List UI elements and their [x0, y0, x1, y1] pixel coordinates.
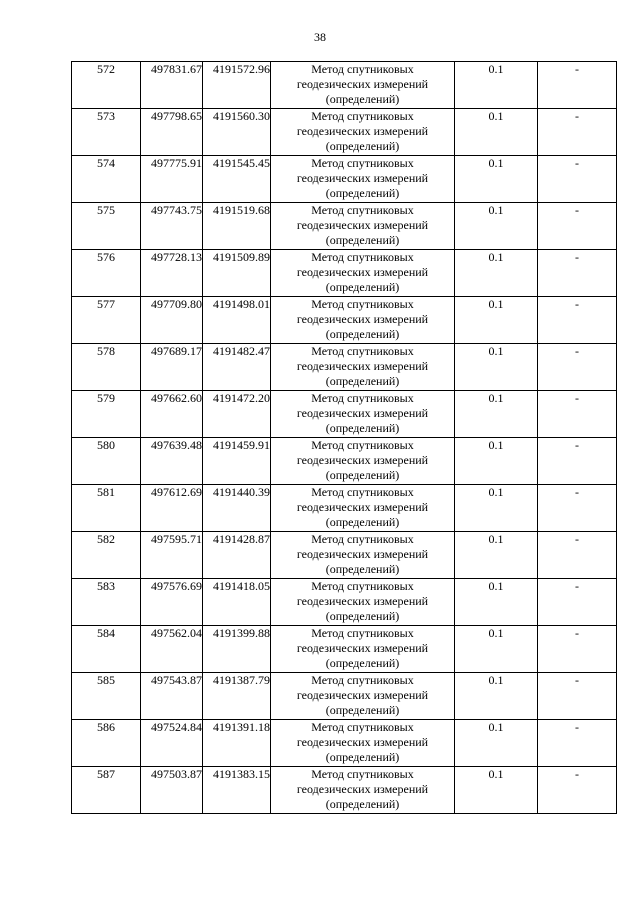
x-coordinate-cell: 497562.04	[141, 626, 203, 673]
method-line: (определений)	[325, 374, 400, 388]
x-coordinate-cell: 497689.17	[141, 344, 203, 391]
description-cell: -	[538, 438, 617, 485]
x-coordinate-cell: 497576.69	[141, 579, 203, 626]
description-cell: -	[538, 767, 617, 814]
description-cell: -	[538, 579, 617, 626]
point-number-cell: 577	[72, 297, 141, 344]
accuracy-cell: 0.1	[455, 485, 538, 532]
accuracy-cell: 0.1	[455, 720, 538, 767]
point-number-cell: 584	[72, 626, 141, 673]
method-line: (определений)	[325, 750, 400, 764]
y-coordinate-cell: 4191383.15	[203, 767, 271, 814]
method-line: геодезических измерений	[296, 782, 429, 796]
method-line: Метод спутниковых	[311, 203, 414, 217]
x-coordinate-cell: 497831.67	[141, 62, 203, 109]
method-line: Метод спутниковых	[311, 156, 414, 170]
method-line: (определений)	[325, 562, 400, 576]
description-cell: -	[538, 485, 617, 532]
method-line: геодезических измерений	[296, 688, 429, 702]
method-line: геодезических измерений	[296, 77, 429, 91]
point-number-cell: 578	[72, 344, 141, 391]
point-number-cell: 585	[72, 673, 141, 720]
coordinates-table	[71, 61, 617, 814]
table-row	[72, 391, 617, 438]
method-cell	[271, 156, 455, 203]
point-number-cell: 582	[72, 532, 141, 579]
accuracy-cell: 0.1	[455, 532, 538, 579]
method-line: (определений)	[325, 139, 400, 153]
accuracy-cell: 0.1	[455, 156, 538, 203]
method-cell	[271, 767, 455, 814]
table-row	[72, 626, 617, 673]
point-number-cell: 579	[72, 391, 141, 438]
x-coordinate-cell: 497595.71	[141, 532, 203, 579]
description-cell: -	[538, 250, 617, 297]
accuracy-cell: 0.1	[455, 344, 538, 391]
method-line: Метод спутниковых	[311, 532, 414, 546]
method-line: геодезических измерений	[296, 735, 429, 749]
method-cell	[271, 532, 455, 579]
y-coordinate-cell: 4191560.30	[203, 109, 271, 156]
method-line: Метод спутниковых	[311, 62, 414, 76]
method-line: (определений)	[325, 327, 400, 341]
description-cell: -	[538, 109, 617, 156]
method-line: геодезических измерений	[296, 406, 429, 420]
x-coordinate-cell: 497775.91	[141, 156, 203, 203]
method-cell	[271, 579, 455, 626]
accuracy-cell: 0.1	[455, 626, 538, 673]
x-coordinate-cell: 497543.87	[141, 673, 203, 720]
method-cell	[271, 673, 455, 720]
method-line: геодезических измерений	[296, 312, 429, 326]
method-line: (определений)	[325, 233, 400, 247]
method-cell	[271, 626, 455, 673]
x-coordinate-cell: 497662.60	[141, 391, 203, 438]
description-cell: -	[538, 344, 617, 391]
table-row	[72, 438, 617, 485]
method-line: геодезических измерений	[296, 171, 429, 185]
method-line: Метод спутниковых	[311, 438, 414, 452]
point-number-cell: 573	[72, 109, 141, 156]
accuracy-cell: 0.1	[455, 297, 538, 344]
y-coordinate-cell: 4191519.68	[203, 203, 271, 250]
method-line: (определений)	[325, 703, 400, 717]
method-line: геодезических измерений	[296, 218, 429, 232]
table-row	[72, 297, 617, 344]
table-row	[72, 720, 617, 767]
x-coordinate-cell: 497798.65	[141, 109, 203, 156]
y-coordinate-cell: 4191391.18	[203, 720, 271, 767]
method-line: геодезических измерений	[296, 547, 429, 561]
accuracy-cell: 0.1	[455, 767, 538, 814]
point-number-cell: 576	[72, 250, 141, 297]
method-cell	[271, 438, 455, 485]
table-row	[72, 532, 617, 579]
table-row	[72, 767, 617, 814]
method-cell	[271, 485, 455, 532]
method-cell	[271, 720, 455, 767]
method-line: Метод спутниковых	[311, 720, 414, 734]
method-line: геодезических измерений	[296, 124, 429, 138]
x-coordinate-cell: 497524.84	[141, 720, 203, 767]
x-coordinate-cell: 497743.75	[141, 203, 203, 250]
method-line: геодезических измерений	[296, 641, 429, 655]
method-line: Метод спутниковых	[311, 626, 414, 640]
accuracy-cell: 0.1	[455, 109, 538, 156]
method-cell	[271, 62, 455, 109]
method-line: геодезических измерений	[296, 500, 429, 514]
x-coordinate-cell: 497728.13	[141, 250, 203, 297]
method-line: Метод спутниковых	[311, 391, 414, 405]
method-line: (определений)	[325, 92, 400, 106]
point-number-cell: 580	[72, 438, 141, 485]
accuracy-cell: 0.1	[455, 673, 538, 720]
y-coordinate-cell: 4191440.39	[203, 485, 271, 532]
method-line: Метод спутниковых	[311, 485, 414, 499]
x-coordinate-cell: 497709.80	[141, 297, 203, 344]
y-coordinate-cell: 4191418.05	[203, 579, 271, 626]
y-coordinate-cell: 4191545.45	[203, 156, 271, 203]
method-line: Метод спутниковых	[311, 673, 414, 687]
table-row	[72, 62, 617, 109]
y-coordinate-cell: 4191482.47	[203, 344, 271, 391]
method-line: (определений)	[325, 656, 400, 670]
table-row	[72, 250, 617, 297]
point-number-cell: 581	[72, 485, 141, 532]
method-cell	[271, 203, 455, 250]
method-line: Метод спутниковых	[311, 297, 414, 311]
table-row	[72, 203, 617, 250]
point-number-cell: 572	[72, 62, 141, 109]
description-cell: -	[538, 156, 617, 203]
method-line: (определений)	[325, 280, 400, 294]
accuracy-cell: 0.1	[455, 203, 538, 250]
method-line: Метод спутниковых	[311, 579, 414, 593]
point-number-cell: 587	[72, 767, 141, 814]
table-row	[72, 673, 617, 720]
method-cell	[271, 109, 455, 156]
y-coordinate-cell: 4191399.88	[203, 626, 271, 673]
table-row	[72, 579, 617, 626]
description-cell: -	[538, 673, 617, 720]
accuracy-cell: 0.1	[455, 579, 538, 626]
method-cell	[271, 344, 455, 391]
description-cell: -	[538, 62, 617, 109]
method-line: Метод спутниковых	[311, 109, 414, 123]
method-line: Метод спутниковых	[311, 767, 414, 781]
table-row	[72, 156, 617, 203]
point-number-cell: 575	[72, 203, 141, 250]
point-number-cell: 583	[72, 579, 141, 626]
method-cell	[271, 297, 455, 344]
y-coordinate-cell: 4191428.87	[203, 532, 271, 579]
accuracy-cell: 0.1	[455, 250, 538, 297]
method-line: геодезических измерений	[296, 359, 429, 373]
point-number-cell: 586	[72, 720, 141, 767]
description-cell: -	[538, 532, 617, 579]
accuracy-cell: 0.1	[455, 62, 538, 109]
method-line: Метод спутниковых	[311, 250, 414, 264]
description-cell: -	[538, 391, 617, 438]
description-cell: -	[538, 203, 617, 250]
y-coordinate-cell: 4191472.20	[203, 391, 271, 438]
y-coordinate-cell: 4191498.01	[203, 297, 271, 344]
page-number: 38	[314, 30, 326, 44]
description-cell: -	[538, 626, 617, 673]
method-line: (определений)	[325, 421, 400, 435]
x-coordinate-cell: 497639.48	[141, 438, 203, 485]
accuracy-cell: 0.1	[455, 438, 538, 485]
table-row	[72, 109, 617, 156]
method-line: Метод спутниковых	[311, 344, 414, 358]
description-cell: -	[538, 297, 617, 344]
method-line: геодезических измерений	[296, 265, 429, 279]
y-coordinate-cell: 4191572.96	[203, 62, 271, 109]
table-row	[72, 485, 617, 532]
y-coordinate-cell: 4191459.91	[203, 438, 271, 485]
method-line: геодезических измерений	[296, 453, 429, 467]
table-row	[72, 344, 617, 391]
method-line: (определений)	[325, 797, 400, 811]
method-cell	[271, 250, 455, 297]
point-number-cell: 574	[72, 156, 141, 203]
method-line: (определений)	[325, 186, 400, 200]
method-line: (определений)	[325, 515, 400, 529]
y-coordinate-cell: 4191509.89	[203, 250, 271, 297]
method-line: (определений)	[325, 609, 400, 623]
method-line: (определений)	[325, 468, 400, 482]
x-coordinate-cell: 497612.69	[141, 485, 203, 532]
method-cell	[271, 391, 455, 438]
description-cell: -	[538, 720, 617, 767]
method-line: геодезических измерений	[296, 594, 429, 608]
y-coordinate-cell: 4191387.79	[203, 673, 271, 720]
accuracy-cell: 0.1	[455, 391, 538, 438]
table-body	[72, 62, 617, 814]
x-coordinate-cell: 497503.87	[141, 767, 203, 814]
